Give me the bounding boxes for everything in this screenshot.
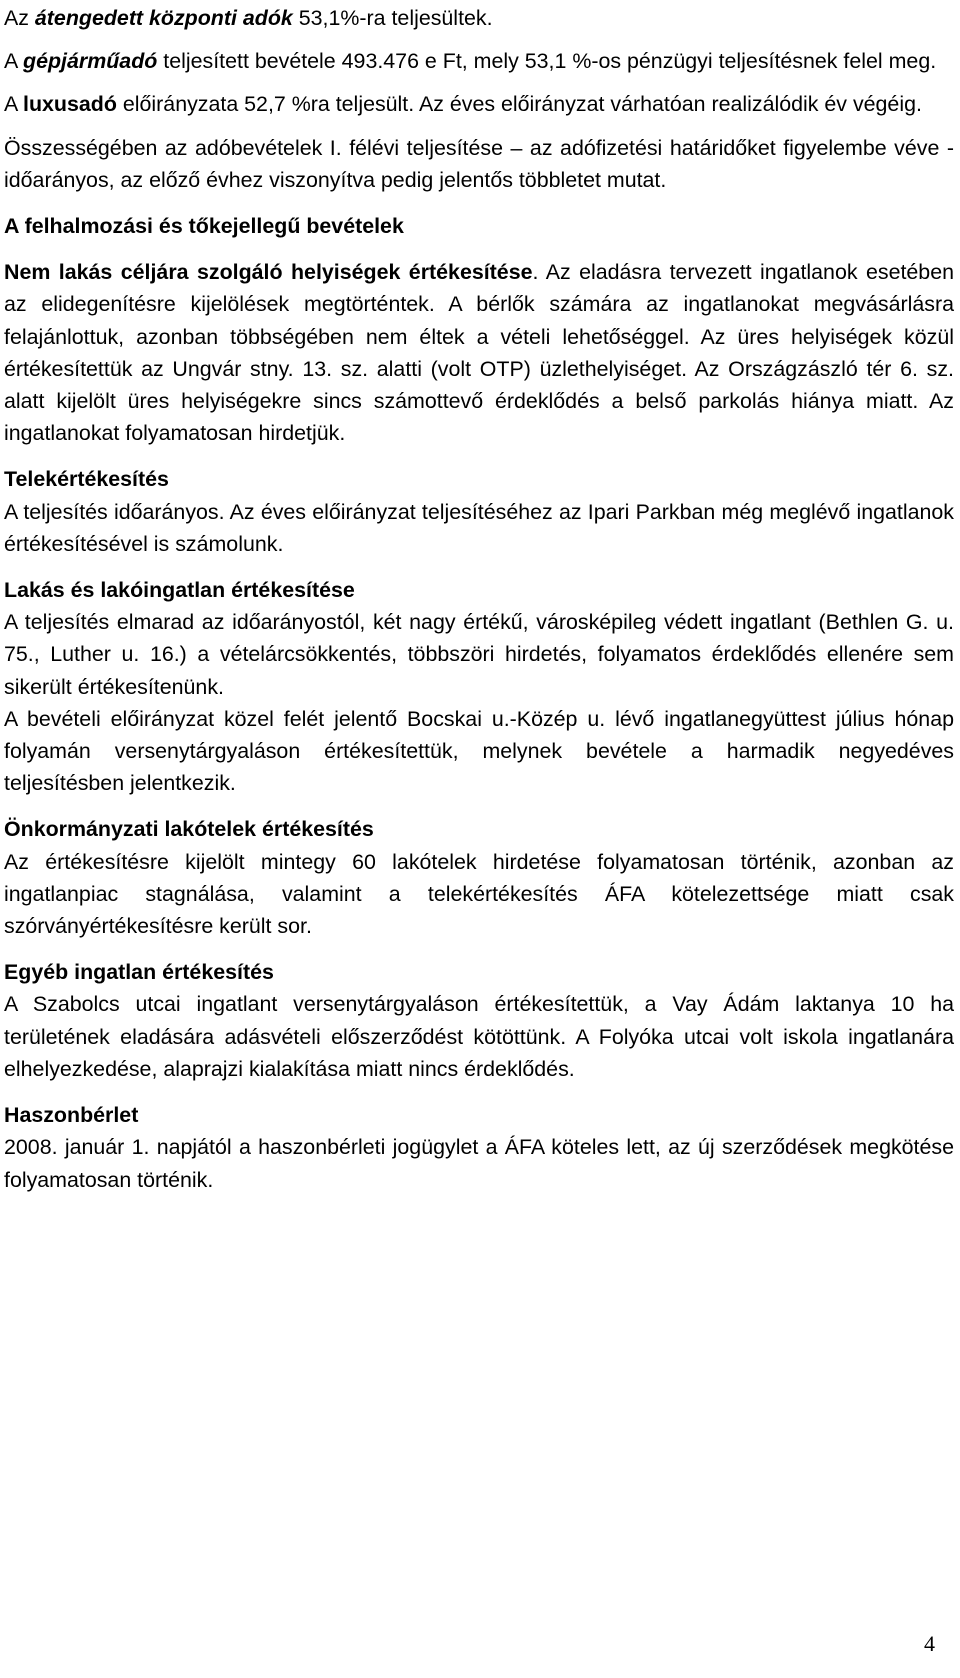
term-vehicle-tax: gépjárműadó bbox=[23, 49, 158, 74]
paragraph-land-lease: 2008. január 1. napjától a haszonbérleti jogügylet a ÁFA köteles lett, az új szerződések megkötése folyamatosan történik. bbox=[4, 1135, 954, 1192]
section-heading-housing-sales: Lakás és lakóingatlan értékesítése bbox=[4, 578, 355, 603]
paragraph-housing-sales-1: A teljesítés elmarad az időarányostól, két nagy értékű, városképileg védett ingatlant (Bethlen G. u. 75., Luther u. 16.) a vételárcsökkentés, többszöri hirdetés, folyamatos érdeklődés ellenére sem sikerült értékesítenünk. bbox=[4, 610, 954, 699]
section-heading-residential-plots: Önkormányzati lakótelek értékesítés bbox=[4, 817, 374, 842]
paragraph-tax-summary: Összességében az adóbevételek I. félévi teljesítése – az adófizetési határidőket figyelembe véve - időarányos, az előző évhez viszonyítva pedig jelentős többletet mutat. bbox=[4, 135, 954, 192]
term-central-taxes: átengedett központi adók bbox=[34, 6, 293, 30]
paragraph-central-taxes: Az átengedett központi adók 53,1%-ra teljesültek. bbox=[4, 6, 493, 30]
paragraph-commercial-premises: Nem lakás céljára szolgáló helyiségek értékesítése. Az eladásra tervezett ingatlanok esetében az elidegenítésre kijelölések megtörténtek. A bérlők számára az ingatlanokat megvásárlásra felajánlottuk, azonban többségében nem éltek a vételi lehetőséggel. Az üres helyiségek közül értékesítettük az Ungvár stny. 13. sz. alatti (volt OTP) üzlethelyiséget. Az Országzászló tér 6. sz. alatt kijelölt üres helyiségekre sincs számottevő érdeklődés a belső parkolás hiánya miatt. Az ingatlanokat folyamatosan hirdetjük. bbox=[4, 260, 954, 446]
section-heading-land-sales: Telekértékesítés bbox=[4, 467, 169, 492]
paragraph-luxury-tax: A luxusadó előirányzata 52,7 %ra teljesült. Az éves előirányzat várhatóan realizálódik év végéig. bbox=[4, 92, 922, 117]
section-heading-other-property: Egyéb ingatlan értékesítés bbox=[4, 960, 274, 985]
section-heading-land-lease: Haszonbérlet bbox=[4, 1103, 139, 1128]
term-luxury-tax: luxusadó bbox=[23, 92, 117, 117]
paragraph-other-property: A Szabolcs utcai ingatlant versenytárgyaláson értékesítettük, a Vay Ádám laktanya 10 ha területének eladására adásvételi előszerződést kötöttünk. A Folyóka utcai volt iskola ingatlanára elhelyezkedése, alaprajzi kialakítása miatt nincs érdeklődés. bbox=[4, 992, 954, 1081]
paragraph-vehicle-tax: A gépjárműadó teljesített bevétele 493.476 e Ft, mely 53,1 %-os pénzügyi teljesítésnek felel meg. bbox=[4, 49, 937, 74]
section-heading-capital-revenues: A felhalmozási és tőkejellegű bevételek bbox=[4, 214, 404, 239]
paragraph-residential-plots: Az értékesítésre kijelölt mintegy 60 lakótelek hirdetése folyamatosan történik, azonban az ingatlanpiac stagnálása, valamint a telekértékesítés ÁFA kötelezettsége miatt csak szórványértékesítésre került sor. bbox=[4, 849, 954, 939]
section-heading-commercial-premises: Nem lakás céljára szolgáló helyiségek értékesítése bbox=[4, 260, 533, 285]
document-body bbox=[4, 2, 954, 1196]
paragraph-housing-sales-2: A bevételi előirányzat közel felét jelentő Bocskai u.-Közép u. lévő ingatlanegyüttest július hónap folyamán versenytárgyaláson értékesítettük, melynek bevétele a harmadik negyedéves teljesítésben jelentkezik. bbox=[4, 706, 954, 796]
paragraph-land-sales: A teljesítés időarányos. Az éves előirányzat teljesítéséhez az Ipari Parkban még meglévő ingatlanok értékesítésével is számolunk. bbox=[4, 499, 954, 556]
page-number: 4 bbox=[924, 1631, 935, 1656]
